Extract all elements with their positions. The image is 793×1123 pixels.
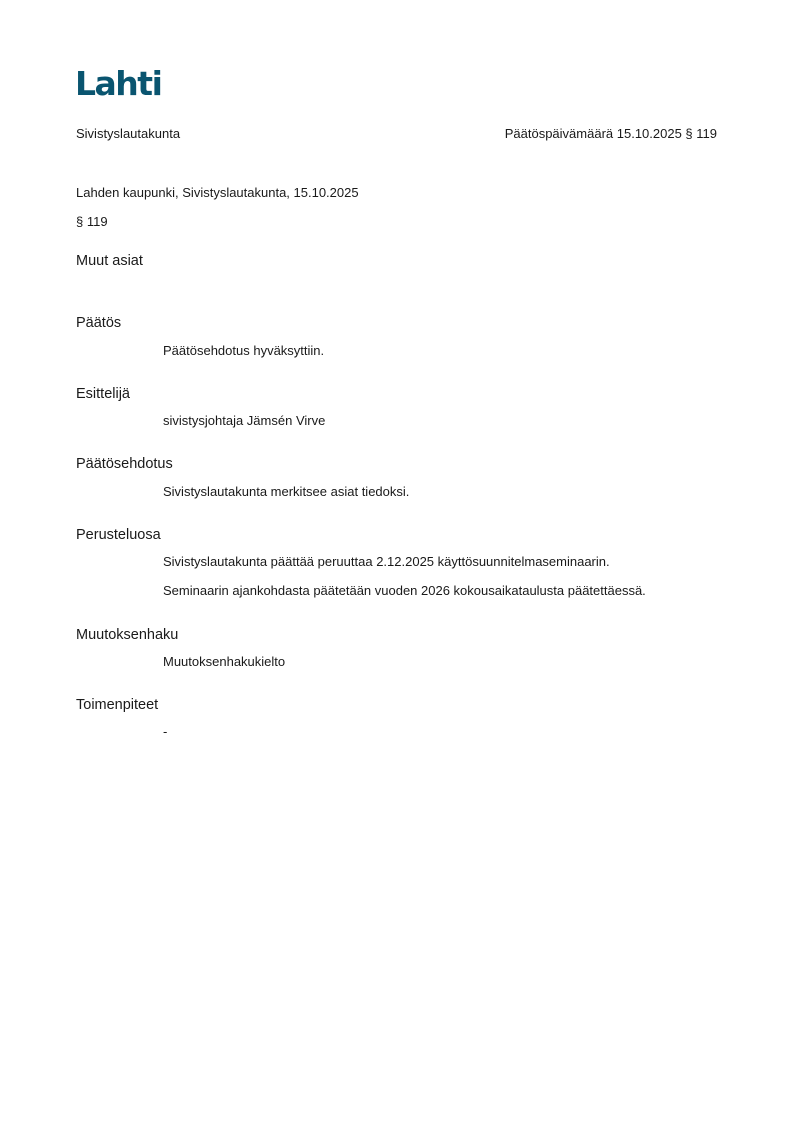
grounds-paragraph: Seminaarin ajankohdasta päätetään vuoden 2026 kokousaikataulusta päätettäessä.	[163, 583, 646, 598]
svg-text:Lahti: Lahti	[75, 66, 162, 98]
section-number: § 119	[76, 214, 108, 229]
proposal-text: Sivistyslautakunta merkitsee asiat tiedoksi.	[163, 484, 410, 499]
grounds-paragraph: Sivistyslautakunta päättää peruuttaa 2.12.2025 käyttösuunnitelmaseminaarin.	[163, 554, 610, 569]
actions-text: -	[163, 724, 168, 739]
decision-date: Päätöspäivämäärä 15.10.2025 § 119	[504, 126, 717, 141]
meeting-line: Lahden kaupunki, Sivistyslautakunta, 15.10.2025	[76, 185, 359, 200]
appeal-heading: Muutoksenhaku	[76, 627, 179, 643]
grounds-heading: Perusteluosa	[76, 527, 161, 543]
decision-text: Päätösehdotus hyväksyttiin.	[163, 343, 325, 358]
lahti-logo-graphic	[75, 66, 167, 98]
case-title: Muut asiat	[76, 253, 143, 269]
proposal-heading: Päätösehdotus	[76, 456, 173, 472]
decision-heading: Päätös	[76, 315, 122, 331]
actions-heading: Toimenpiteet	[76, 697, 159, 713]
presenter-heading: Esittelijä	[76, 386, 130, 402]
appeal-text: Muutoksenhakukielto	[163, 654, 286, 669]
organization-name: Sivistyslautakunta	[76, 126, 181, 141]
presenter-text: sivistysjohtaja Jämsén Virve	[163, 413, 326, 428]
lahti-logo	[75, 66, 167, 98]
